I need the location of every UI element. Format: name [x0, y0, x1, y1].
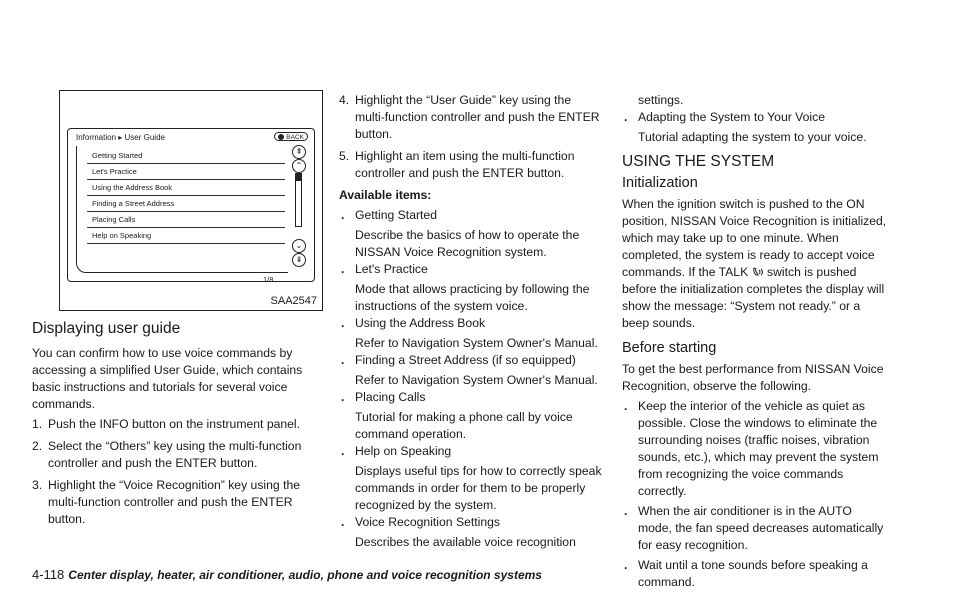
- column-3: [622, 92, 888, 591]
- item-description: Describe the basics of how to operate the NISSAN Voice Recognition system.: [355, 228, 580, 259]
- list-item: . Keep the interior of the vehicle as quiet as possible. Close the windows to eliminate the surrounding noises (traffic noises, vibration sounds, etc.), which may prevent the system from recognizing the voice commands correctly.: [624, 399, 879, 498]
- scrollbar-thumb[interactable]: [296, 174, 301, 181]
- page-down-icon[interactable]: ⇟: [292, 253, 306, 267]
- item-description: Refer to Navigation System Owner's Manual.: [355, 373, 598, 387]
- step-2: 2. Select the “Others” key using the multi-function controller and push the ENTER button.: [32, 439, 302, 470]
- breadcrumb: [76, 133, 165, 142]
- breadcrumb-user-guide: User Guide: [124, 133, 165, 142]
- list-item: . Placing Calls: [341, 390, 426, 404]
- item-description: Refer to Navigation System Owner's Manual.: [355, 336, 598, 350]
- breadcrumb-information: Information: [76, 133, 117, 142]
- item-description: Mode that allows practicing by following the instructions of the system voice.: [355, 282, 590, 313]
- step-4: 4. Highlight the “User Guide” key using the multi-function controller and push the ENTER button.: [339, 93, 600, 141]
- step-5: 5. Highlight an item using the multi-function controller and push the ENTER button.: [339, 149, 575, 180]
- step-3: 3. Highlight the “Voice Recognition” key using the multi-function controller and push the ENTER button.: [32, 478, 301, 526]
- heading-before-starting: Before starting: [622, 340, 717, 356]
- heading-displaying-user-guide: Displaying user guide: [32, 320, 181, 337]
- list-item[interactable]: Let's Practice: [87, 164, 285, 180]
- initialization-paragraph: When the ignition switch is pushed to the ON position, NISSAN Voice Recognition is initialized, which may take up to one minute. When completed, the system is ready to accept voice commands. If the TALK switch is pushed before the initialization completes the display will show the message: “System not ready.” or a beep sounds.: [622, 197, 887, 330]
- menu-list: [76, 146, 288, 284]
- list-item[interactable]: Help on Speaking: [87, 228, 285, 244]
- heading-using-the-system: USING THE SYSTEM: [622, 153, 775, 170]
- back-label: BACK: [286, 134, 304, 141]
- list-item: . When the air conditioner is in the AUTO mode, the fan speed decreases automatically for easy recognition.: [624, 504, 884, 552]
- list-item: . Help on Speaking: [341, 444, 452, 458]
- before-starting-intro: To get the best performance from NISSAN Voice Recognition, observe the following.: [622, 362, 884, 393]
- back-icon: [278, 134, 284, 140]
- item-description: Displays useful tips for how to correctly speak commands in order for them to be properly recognized by the system.: [355, 464, 602, 512]
- list-item[interactable]: Finding a Street Address: [87, 196, 285, 212]
- item-description: Describes the available voice recognition: [355, 535, 576, 549]
- list-item: . Adapting the System to Your Voice: [624, 110, 825, 124]
- column-1: [32, 345, 322, 528]
- available-items-list: [339, 207, 603, 551]
- list-item: . Let's Practice: [341, 262, 428, 276]
- list-item[interactable]: Using the Address Book: [87, 180, 285, 196]
- list-item: . Wait until a tone sounds before speaking a command.: [624, 558, 868, 589]
- scroll-down-icon[interactable]: ⌄: [292, 239, 306, 253]
- available-items-heading: Available items:: [339, 188, 432, 202]
- display-screen: [67, 128, 315, 282]
- page-up-icon[interactable]: ⇞: [292, 145, 306, 159]
- step-1: 1. Push the INFO button on the instrument panel.: [32, 417, 301, 431]
- user-guide-figure: [59, 90, 323, 311]
- column-2: [339, 92, 603, 551]
- back-button[interactable]: [274, 132, 308, 141]
- intro-paragraph: You can confirm how to use voice commands by accessing a simplified User Guide, which contains basic instructions and tutorials for several voice commands.: [32, 346, 303, 411]
- list-item: . Using the Address Book: [341, 316, 486, 330]
- figure-label: SAA2547: [270, 295, 317, 307]
- item-description: Tutorial for making a phone call by voice command operation.: [355, 410, 573, 441]
- page-indicator: 1/8: [263, 275, 274, 284]
- item-description-continued: settings.: [638, 93, 684, 107]
- page-footer: [32, 567, 542, 582]
- scroll-up-icon[interactable]: ⌃: [292, 159, 306, 173]
- page-number: 4-118: [32, 567, 65, 582]
- section-title: Center display, heater, air conditioner, audio, phone and voice recognition systems: [68, 568, 542, 582]
- list-item[interactable]: Getting Started: [87, 148, 285, 164]
- heading-initialization: Initialization: [622, 175, 698, 191]
- breadcrumb-separator: ▸: [118, 133, 123, 142]
- talk-switch-icon: [752, 267, 764, 277]
- list-item: . Finding a Street Address (if so equipped): [341, 353, 576, 367]
- item-description: Tutorial adapting the system to your voice.: [638, 130, 867, 144]
- list-item: . Voice Recognition Settings: [341, 515, 500, 529]
- scrollbar[interactable]: [295, 173, 302, 227]
- list-item[interactable]: Placing Calls: [87, 212, 285, 228]
- list-item: . Getting Started: [341, 208, 437, 222]
